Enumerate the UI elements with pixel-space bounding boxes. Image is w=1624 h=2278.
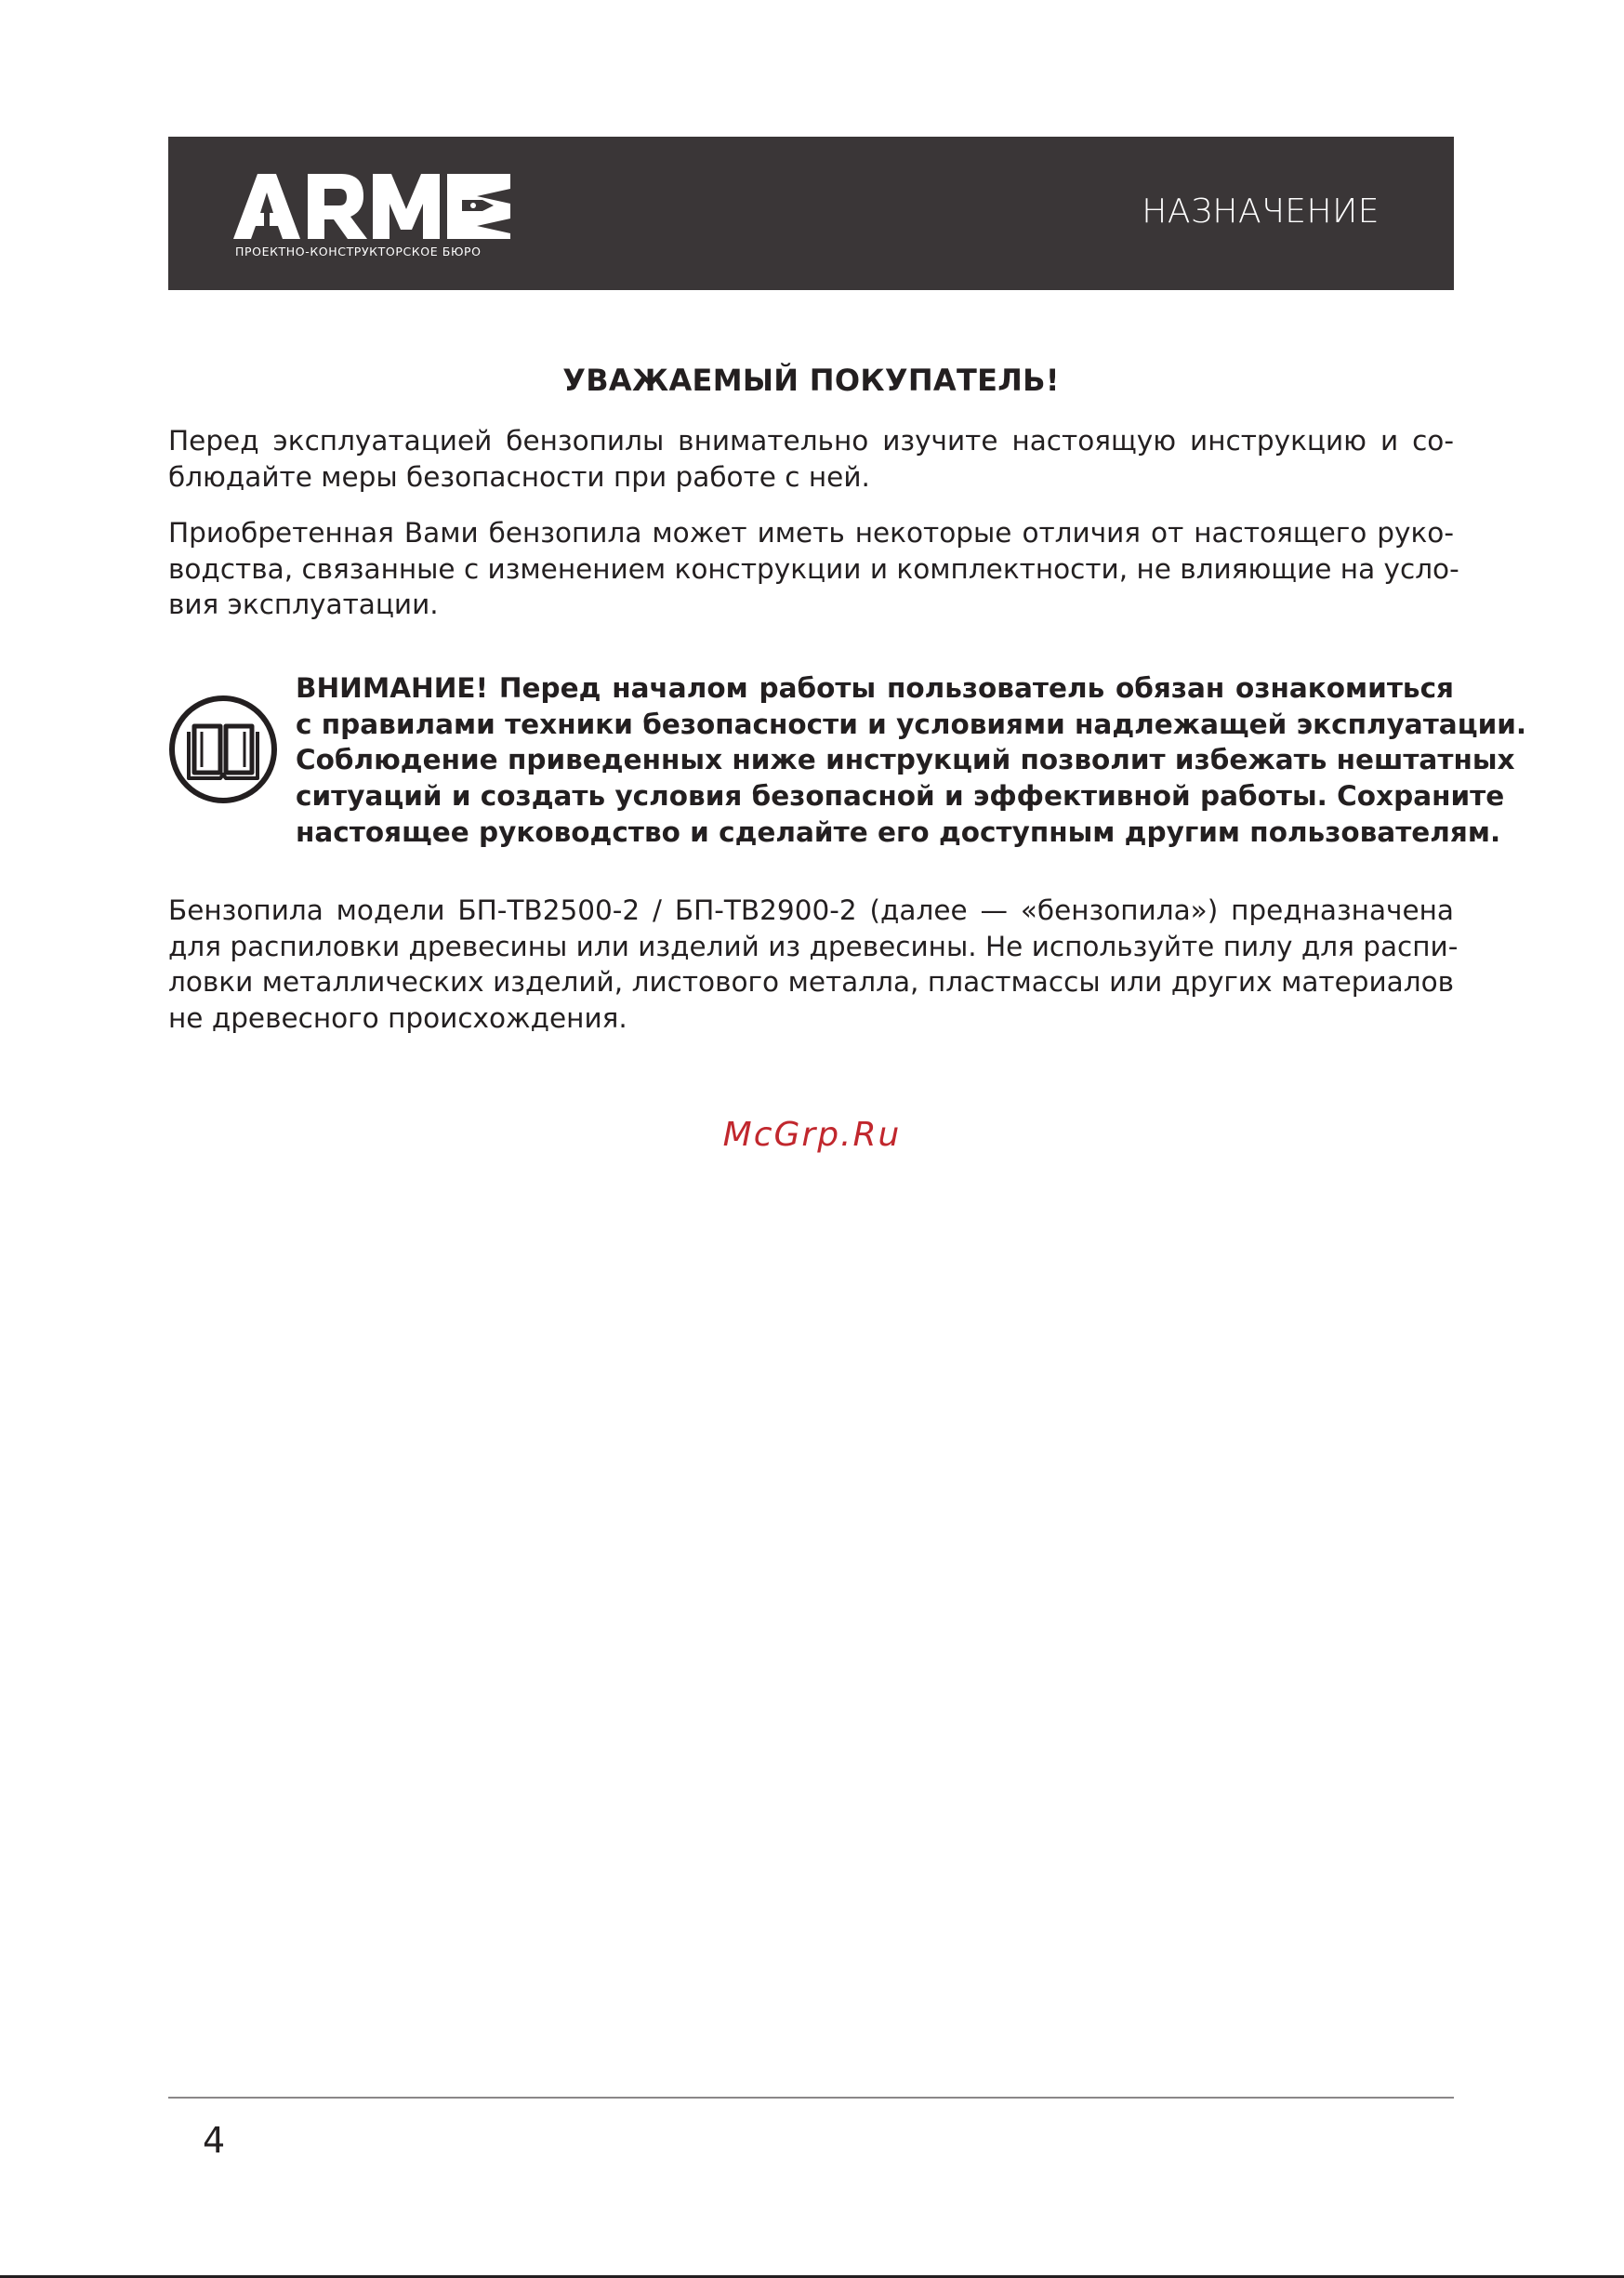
paragraph-line: не древесного происхождения. [168,1001,627,1034]
paragraph-line: ловки металлических изделий, листового металла, пластмассы или других материалов [168,966,1454,998]
watermark-link[interactable]: McGrp.Ru [722,1116,902,1154]
paragraph-line: для распиловки древесины или изделий из древесины. Не используйте пилу для распи- [168,930,1459,962]
paragraph-line: Приобретенная Вами бензопила может иметь некоторые отличия от настоящего руко- [168,517,1454,549]
paragraph-line: водства, связанные с изменением конструкции и комплектности, не влияющие на усло- [168,552,1459,585]
warning-line: Соблюдение приведенных ниже инструкций позволит избежать нештатных [296,744,1515,776]
warning-block [296,670,1527,851]
warning-line: с правилами техники безопасности и условиями надлежащей эксплуатации. [296,708,1527,740]
warning-line: ситуаций и создать условия безопасной и эффективной работы. Сохраните [296,780,1505,813]
section-title: НАЗНАЧЕНИЕ [1142,192,1380,231]
brand-subtitle: ПРОЕКТНО-КОНСТРУКТОРСКОЕ БЮРО [235,245,482,258]
warning-line: ВНИМАНИЕ! Перед началом работы пользователь обязан ознакомиться [296,672,1454,704]
intro-paragraph [168,423,1454,495]
footer-divider [168,2097,1454,2099]
warning-line: настоящее руководство и сделайте его доступным другим пользователям. [296,815,1501,848]
paragraph-line: Перед эксплуатацией бензопилы внимательно изучите настоящую инструкцию и со- [168,425,1454,457]
paragraph-line: вия эксплуатации. [168,589,439,620]
paragraph-line: Бензопила модели БП-ТВ2500-2 / БП-ТВ2900-2 (далее — «бензопила») предназначена [168,894,1454,926]
paragraph-line: блюдайте меры безопасности при работе с ней. [168,460,870,493]
differences-paragraph [168,515,1459,623]
page-heading: УВАЖАЕМЫЙ ПОКУПАТЕЛЬ! [562,363,1060,398]
page-header [168,137,1454,290]
brand-logo [233,170,522,272]
arm-logo-icon [233,170,512,243]
page-number: 4 [203,2120,226,2161]
purpose-paragraph [168,893,1459,1036]
book-icon [168,695,278,804]
